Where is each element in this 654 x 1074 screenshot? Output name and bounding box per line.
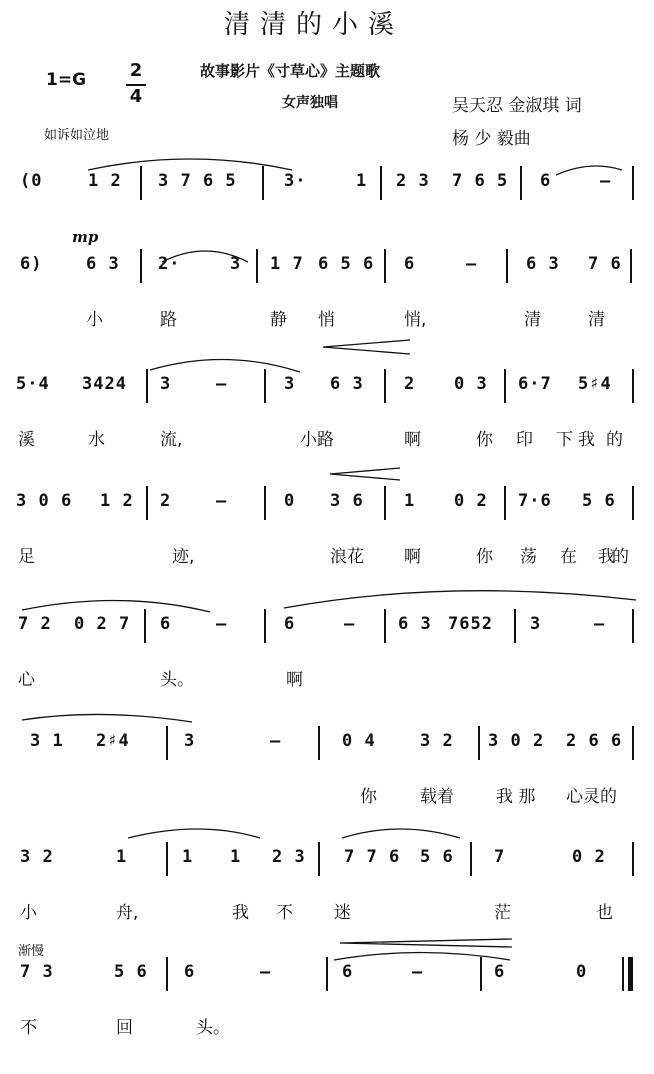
note-group: 5 6	[582, 491, 616, 511]
note-group: 3 1	[30, 731, 64, 751]
note-group: 2 3	[272, 847, 306, 867]
note-group: 6 5 6	[318, 254, 375, 274]
note-group: —	[466, 254, 478, 274]
song-title: 清清的小溪	[224, 10, 405, 40]
note-group: 1	[116, 847, 128, 867]
note-group: 6	[404, 254, 416, 274]
lyric: 我	[232, 903, 249, 923]
lyric: 啊	[404, 547, 421, 567]
note-group: 3	[160, 374, 172, 394]
lyric: 舟,	[116, 903, 139, 923]
lyricist: 吴天忍 金淑琪 词	[452, 96, 582, 116]
note-group: 0 3	[454, 374, 488, 394]
lyric: 头。	[160, 670, 194, 690]
slur	[22, 714, 192, 722]
lyric: 啊	[404, 430, 421, 450]
lyric: 溪	[18, 430, 35, 450]
note-group: 6 3	[526, 254, 560, 274]
lyric: 小	[86, 310, 103, 330]
lyric: 在	[560, 547, 577, 567]
lyric: 心灵的	[566, 787, 617, 807]
note-group: 6	[160, 614, 172, 634]
lyric: 下	[556, 430, 573, 450]
note-group: 6 3	[86, 254, 120, 274]
note-group: 5·4	[16, 374, 50, 394]
note-group: 2	[404, 374, 416, 394]
lyric: 静	[270, 310, 287, 330]
note-group: 7 6	[588, 254, 622, 274]
note-group: 6 3	[330, 374, 364, 394]
slur	[162, 251, 248, 262]
lyric: 小路	[300, 430, 334, 450]
note-group: —	[260, 962, 272, 982]
lyric: 你	[360, 787, 377, 807]
slur	[342, 829, 460, 838]
note-group: 7·6	[518, 491, 552, 511]
lyric: 心	[18, 670, 35, 690]
note-group: 0 2	[454, 491, 488, 511]
note-group: 7 6 5	[452, 171, 509, 191]
slur	[334, 953, 510, 961]
lyric: 悄	[318, 310, 335, 330]
slur	[88, 159, 292, 170]
note-group: 3424	[82, 374, 127, 394]
note-group: 6	[184, 962, 196, 982]
note-group: (0	[20, 171, 43, 191]
crescendo-mark	[330, 468, 400, 480]
note-group: 7 7 6	[344, 847, 401, 867]
note-group: —	[270, 731, 282, 751]
note-group: 1	[230, 847, 242, 867]
note-group: 1 2	[88, 171, 122, 191]
lyric: 流,	[160, 430, 183, 450]
crescendo-mark	[340, 939, 512, 947]
note-group: 3	[284, 374, 296, 394]
ritardando-marking: 渐慢	[18, 944, 45, 959]
note-group: 3 2	[420, 731, 454, 751]
lyric: 小	[20, 903, 37, 923]
note-group: 7652	[448, 614, 493, 634]
lyric: 清	[524, 310, 541, 330]
lyric: 头。	[196, 1018, 230, 1038]
lyric: 我	[598, 547, 615, 567]
lyric: 印	[516, 430, 533, 450]
note-group: 3 2	[20, 847, 54, 867]
slur	[284, 591, 636, 608]
lyric: 的	[612, 547, 629, 567]
note-group: 6	[342, 962, 354, 982]
note-group: —	[412, 962, 424, 982]
note-group: 0 2	[572, 847, 606, 867]
note-group: 5 6	[114, 962, 148, 982]
note-group: —	[600, 171, 612, 191]
note-group: 0	[284, 491, 296, 511]
lyric: 的	[606, 430, 623, 450]
note-group: —	[216, 491, 228, 511]
lyric: 我	[578, 430, 595, 450]
lyric: 回	[116, 1018, 133, 1038]
note-group: 7 2	[18, 614, 52, 634]
key-signature: 1=G	[46, 70, 87, 90]
note-group: —	[216, 614, 228, 634]
lyric: 也	[596, 903, 613, 923]
lyric: 啊	[286, 670, 303, 690]
lyric: 浪花	[330, 547, 364, 567]
note-group: 6	[540, 171, 552, 191]
tempo-marking: 如诉如泣地	[44, 128, 110, 143]
subtitle: 故事影片《寸草心》主题歌	[200, 62, 381, 80]
crescendo-mark	[323, 340, 410, 354]
note-group: 2 6 6	[566, 731, 623, 751]
note-group: 6	[284, 614, 296, 634]
note-group: 2♯4	[96, 731, 130, 751]
note-group: 1	[356, 171, 368, 191]
slur	[150, 359, 300, 372]
note-group: 3 6	[330, 491, 364, 511]
note-group: 2	[160, 491, 172, 511]
note-group: —	[216, 374, 228, 394]
lyric: 路	[160, 310, 177, 330]
note-group: 2 3	[396, 171, 430, 191]
note-group: 3 7 6 5	[158, 171, 237, 191]
time-signature-bottom: 4	[129, 86, 143, 107]
lyric: 你	[476, 430, 493, 450]
note-group: 2·	[158, 254, 181, 274]
note-group: 0 2 7	[74, 614, 131, 634]
note-group: —	[594, 614, 606, 634]
note-group: 7 3	[20, 962, 54, 982]
lyric: 我 那	[496, 787, 536, 807]
note-group: 0 4	[342, 731, 376, 751]
note-group: 5 6	[420, 847, 454, 867]
voice-type: 女声独唱	[282, 95, 338, 111]
note-group: 1 2	[100, 491, 134, 511]
note-group: 3 0 2	[488, 731, 545, 751]
lyric: 荡	[520, 547, 537, 567]
note-group: 3·	[284, 171, 307, 191]
lyric: 悄,	[404, 310, 427, 330]
note-group: 1	[404, 491, 416, 511]
time-signature-top: 2	[129, 60, 143, 81]
slur	[128, 829, 260, 838]
note-group: —	[344, 614, 356, 634]
lyric: 你	[476, 547, 493, 567]
lyric: 迹,	[172, 547, 195, 567]
note-group: 6·7	[518, 374, 552, 394]
lyric: 载着	[420, 787, 454, 807]
lyric: 清	[588, 310, 605, 330]
lyric: 足	[18, 547, 35, 567]
lyric: 不	[276, 903, 293, 923]
lyric: 茫	[494, 903, 511, 923]
note-group: 3	[184, 731, 196, 751]
composer: 杨 少 毅曲	[452, 129, 531, 149]
note-group: 5♯4	[578, 374, 612, 394]
note-group: 6	[494, 962, 506, 982]
lyric: 水	[88, 430, 105, 450]
note-group: 7	[494, 847, 506, 867]
note-group: 1 7	[270, 254, 304, 274]
lyric: 不	[20, 1018, 37, 1038]
note-group: 0	[576, 962, 588, 982]
slur	[22, 600, 210, 612]
lyric: 迷	[334, 903, 351, 923]
note-group: 3 0 6	[16, 491, 73, 511]
note-group: 1	[182, 847, 194, 867]
dynamic-mp: mp	[72, 228, 99, 246]
slur	[556, 166, 622, 175]
note-group: 6)	[20, 254, 43, 274]
note-group: 6 3	[398, 614, 432, 634]
note-group: 3	[530, 614, 542, 634]
note-group: 3	[230, 254, 242, 274]
